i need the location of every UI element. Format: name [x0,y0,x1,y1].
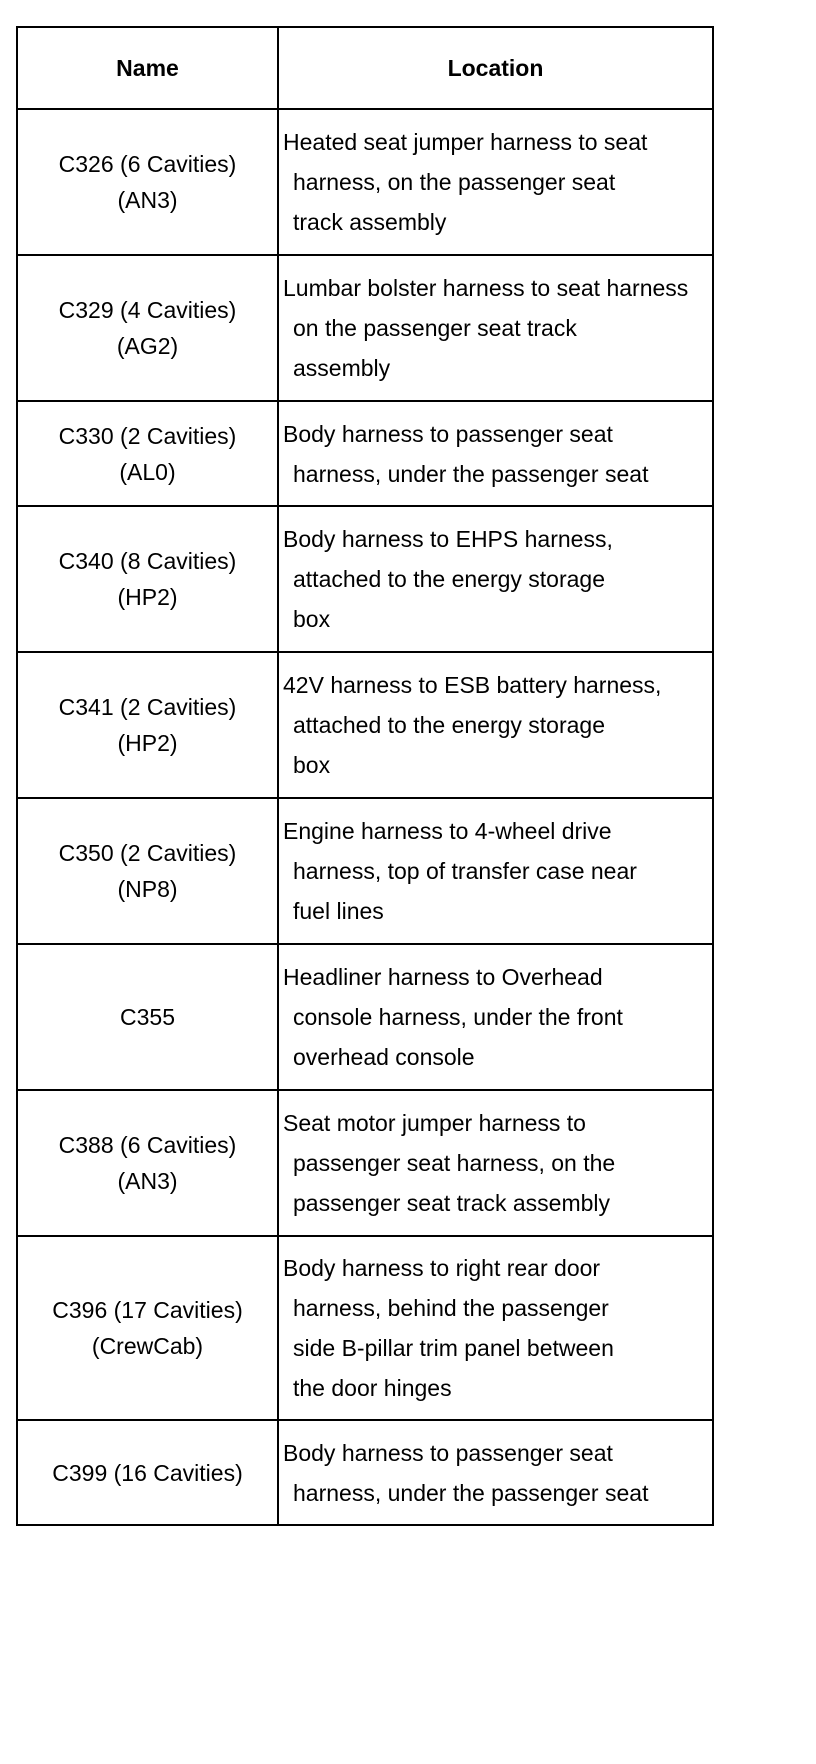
location-line: assembly [293,355,391,381]
connector-option: (HP2) [117,584,178,610]
location-line: side B-pillar trim panel between [293,1335,614,1361]
location-line: harness, behind the passenger [293,1295,609,1321]
connector-id: C329 (4 Cavities) [58,297,237,323]
table-row [17,255,713,401]
connector-option: (CrewCab) [91,1333,204,1359]
connector-id: C350 (2 Cavities) [58,840,237,866]
connector-location [278,1420,713,1525]
connector-id: C355 [120,1004,175,1030]
location-line: harness, under the passenger seat [293,460,649,487]
connector-location [278,109,713,255]
connector-name [17,798,278,944]
location-line: harness, on the passenger seat [293,169,616,195]
connector-location [278,652,713,798]
location-line: harness, under the passenger seat [293,1479,649,1506]
location-line: attached to the energy storage [293,566,605,592]
connector-option: (AL0) [119,458,176,485]
location-line: overhead console [293,1044,475,1070]
location-line: 42V harness to ESB battery harness, [283,672,662,698]
connector-id: C388 (6 Cavities) [58,1132,237,1158]
table-row [17,798,713,944]
location-line: Body harness to EHPS harness, [283,526,613,552]
location-line: the door hinges [293,1375,452,1401]
connector-name [17,652,278,798]
connector-location [278,944,713,1090]
connector-option: (NP8) [117,876,178,902]
header-location: Location [278,27,713,109]
connector-name [17,944,278,1090]
connector-option: (AG2) [116,333,179,359]
location-line: console harness, under the front [293,1004,623,1030]
location-line: Seat motor jumper harness to [283,1110,586,1136]
connector-id: C399 (16 Cavities) [52,1459,243,1486]
location-line: box [293,752,331,778]
table-row [17,1420,713,1525]
connector-id: C341 (2 Cavities) [58,694,237,720]
location-line: passenger seat track assembly [293,1190,611,1216]
table-row [17,652,713,798]
connector-location [278,1090,713,1236]
connector-name [17,1090,278,1236]
table-row [17,1236,713,1420]
connector-id: C326 (6 Cavities) [58,151,237,177]
location-line: Heated seat jumper harness to seat [283,129,648,155]
connector-location [278,506,713,652]
connector-option: (AN3) [117,187,178,213]
location-line: fuel lines [293,898,384,924]
connector-name [17,1236,278,1420]
connector-location [278,798,713,944]
location-line: Headliner harness to Overhead [283,964,603,990]
connector-option: (AN3) [117,1168,178,1194]
header-row [17,27,713,109]
header-name: Name [17,27,278,109]
connector-name [17,506,278,652]
table-row [17,1090,713,1236]
location-line: Body harness to passenger seat [283,420,613,447]
location-line: track assembly [293,209,447,235]
connector-option: (HP2) [117,730,178,756]
table-row [17,109,713,255]
location-line: harness, top of transfer case near [293,858,637,884]
location-line: passenger seat harness, on the [293,1150,616,1176]
location-line: box [293,606,331,632]
location-line: Engine harness to 4-wheel drive [283,818,612,844]
connector-name [17,255,278,401]
connector-id: C330 (2 Cavities) [58,422,237,449]
table-row [17,944,713,1090]
connector-location [278,1236,713,1420]
location-line: Body harness to right rear door [283,1255,601,1281]
connector-location [278,401,713,506]
location-line: Lumbar bolster harness to seat harness [283,275,689,301]
connector-id: C340 (8 Cavities) [58,548,237,574]
connector-table [16,26,714,1526]
location-line: Body harness to passenger seat [283,1439,613,1466]
location-line: attached to the energy storage [293,712,605,738]
table-row [17,506,713,652]
connector-name [17,401,278,506]
table-row [17,401,713,506]
connector-id: C396 (17 Cavities) [52,1297,243,1323]
connector-name [17,1420,278,1525]
connector-location [278,255,713,401]
location-line: on the passenger seat track [293,315,577,341]
connector-name [17,109,278,255]
